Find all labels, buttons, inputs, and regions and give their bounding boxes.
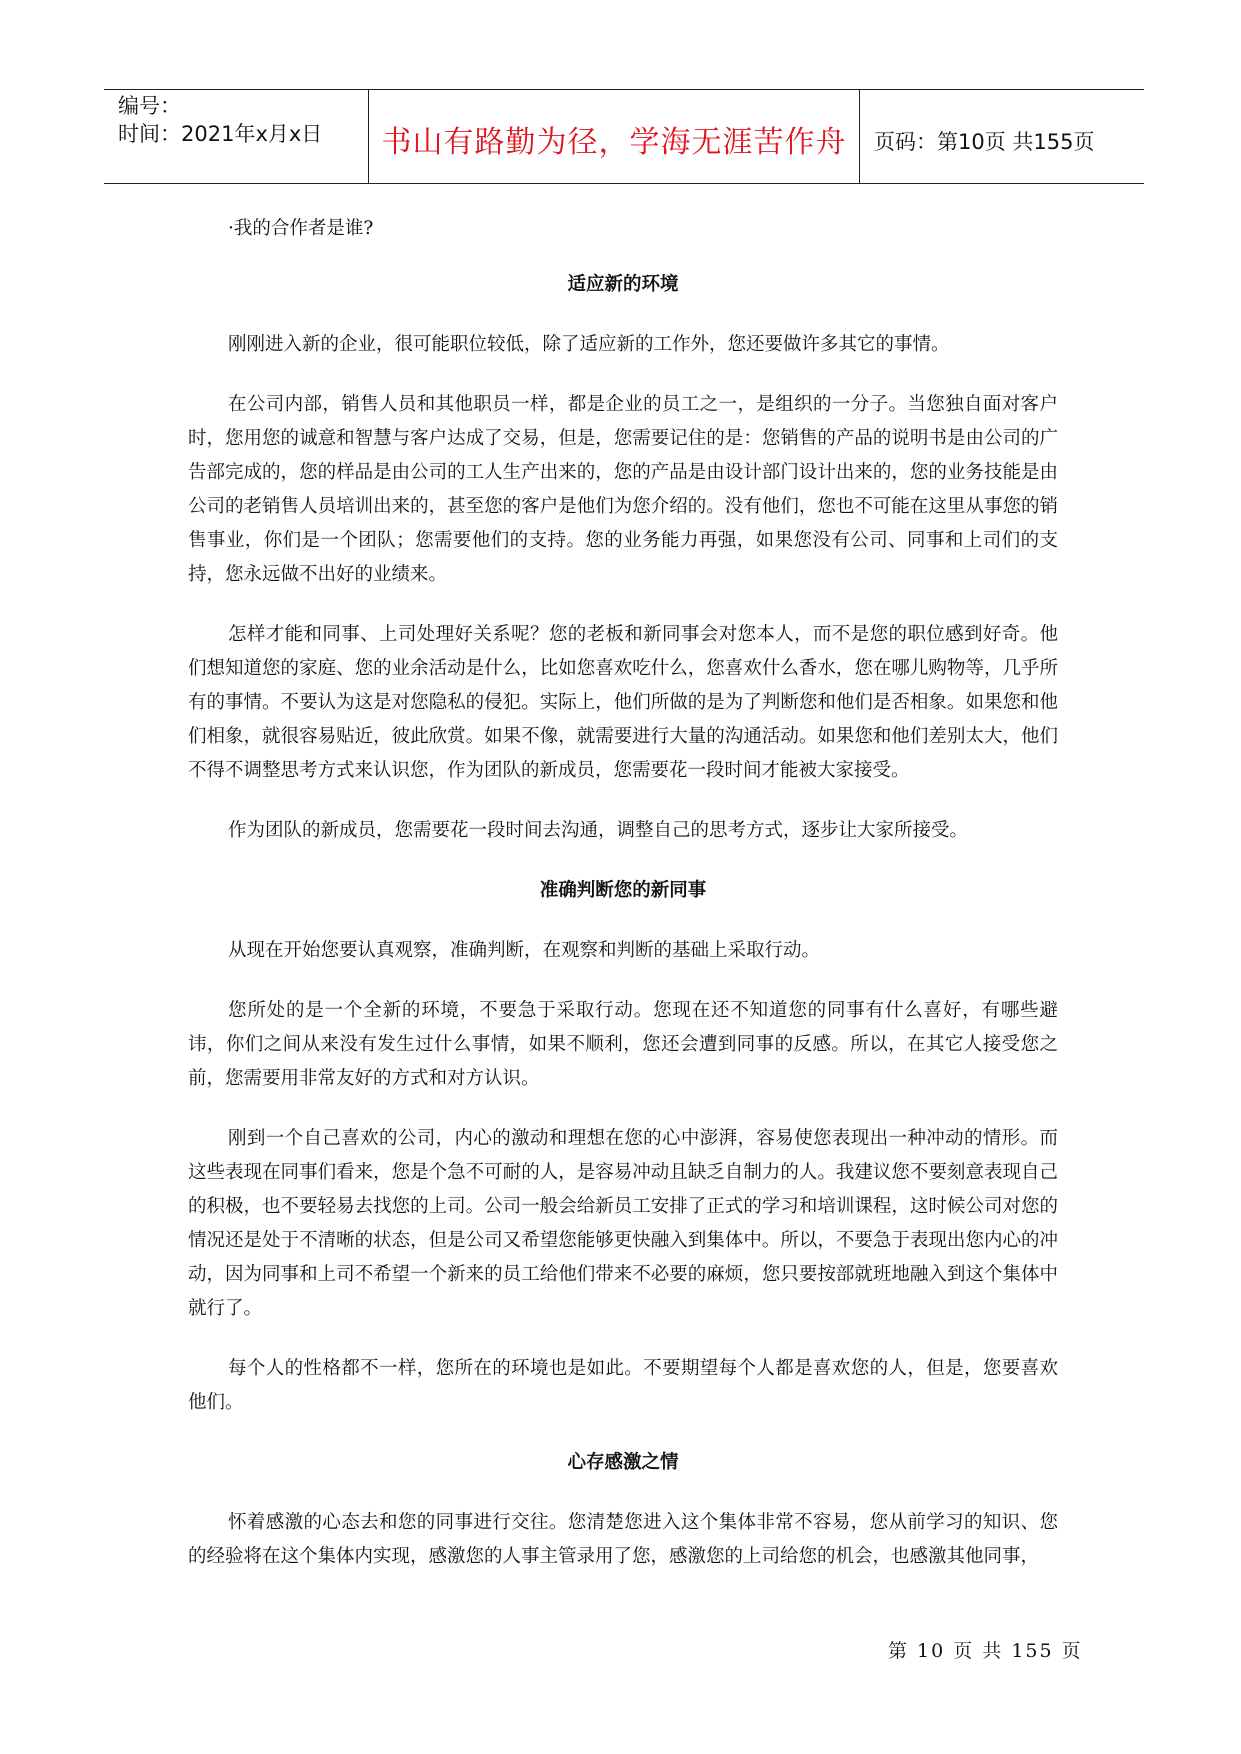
section-heading: 心存感激之情 bbox=[567, 1452, 679, 1473]
document-body bbox=[188, 212, 1058, 1600]
paragraph: 从现在开始您要认真观察，准确判断，在观察和判断的基础上采取行动。 bbox=[228, 940, 821, 961]
header-motto-cell bbox=[369, 90, 860, 183]
paragraph: 刚到一个自己喜欢的公司，内心的激动和理想在您的心中澎湃，容易使您表现出一种冲动的情形。而这些表现在同事们看来，您是个急不可耐的人，是容易冲动且缺乏自制力的人。我建议您不要刻意表现自己的积极，也不要轻易去找您的上司。公司一般会给新员工安排了正式的学习和培训课程，这时候公司对您的情况还是处于不清晰的状态，但是公司又希望您能够更快融入到集体中。所以，不要急于表现出您内心的冲动，因为同事和上司不希望一个新来的员工给他们带来不必要的麻烦，您只要按部就班地融入到这个集体中就行了。 bbox=[188, 1128, 1058, 1319]
header-meta-cell bbox=[104, 90, 369, 183]
section-heading: 适应新的环境 bbox=[567, 274, 679, 295]
document-number-label: 编号： bbox=[118, 94, 181, 118]
bullet-item: ·我的合作者是谁? bbox=[228, 218, 374, 239]
section-heading: 准确判断您的新同事 bbox=[539, 880, 707, 901]
header-motto: 书山有路勤为径，学海无涯苦作舟 bbox=[381, 124, 847, 160]
paragraph: 怀着感激的心态去和您的同事进行交往。您清楚您进入这个集体非常不容易，您从前学习的知识、您的经验将在这个集体内实现，感激您的人事主管录用了您，感激您的上司给您的机会，也感激其他同事， bbox=[188, 1512, 1058, 1567]
paragraph: 每个人的性格都不一样，您所在的环境也是如此。不要期望每个人都是喜欢您的人，但是，您要喜欢他们。 bbox=[188, 1358, 1058, 1413]
paragraph: 您所处的是一个全新的环境，不要急于采取行动。您现在还不知道您的同事有什么喜好，有哪些避讳，你们之间从来没有发生过什么事情，如果不顺利，您还会遭到同事的反感。所以，在其它人接受您之前，您需要用非常友好的方式和对方认识。 bbox=[188, 1000, 1058, 1089]
paragraph: 在公司内部，销售人员和其他职员一样，都是企业的员工之一，是组织的一分子。当您独自面对客户时，您用您的诚意和智慧与客户达成了交易，但是，您需要记住的是：您销售的产品的说明书是由公司的广告部完成的，您的样品是由公司的工人生产出来的，您的产品是由设计部门设计出来的，您的业务技能是由公司的老销售人员培训出来的，甚至您的客户是他们为您介绍的。没有他们，您也不可能在这里从事您的销售事业，你们是一个团队；您需要他们的支持。您的业务能力再强，如果您没有公司、同事和上司们的支持，您永远做不出好的业绩来。 bbox=[188, 394, 1058, 585]
paragraph: 怎样才能和同事、上司处理好关系呢？您的老板和新同事会对您本人，而不是您的职位感到好奇。他们想知道您的家庭、您的业余活动是什么，比如您喜欢吃什么，您喜欢什么香水，您在哪儿购物等，几乎所有的事情。不要认为这是对您隐私的侵犯。实际上，他们所做的是为了判断您和他们是否相象。如果您和他们相象，就很容易贴近，彼此欣赏。如果不像，就需要进行大量的沟通活动。如果您和他们差别太大，他们不得不调整思考方式来认识您，作为团队的新成员，您需要花一段时间才能被大家接受。 bbox=[188, 624, 1058, 781]
paragraph: 作为团队的新成员，您需要花一段时间去沟通，调整自己的思考方式，逐步让大家所接受。 bbox=[228, 820, 969, 841]
header-page-cell bbox=[860, 90, 1144, 187]
document-time-label: 时间：2021年x月x日 bbox=[118, 122, 323, 146]
header-page-label: 页码：第10页 共155页 bbox=[874, 129, 1095, 154]
page-footer: 第 10 页 共 155 页 bbox=[888, 1640, 1083, 1662]
page-header bbox=[104, 89, 1144, 184]
paragraph: 刚刚进入新的企业，很可能职位较低，除了适应新的工作外，您还要做许多其它的事情。 bbox=[228, 334, 950, 355]
